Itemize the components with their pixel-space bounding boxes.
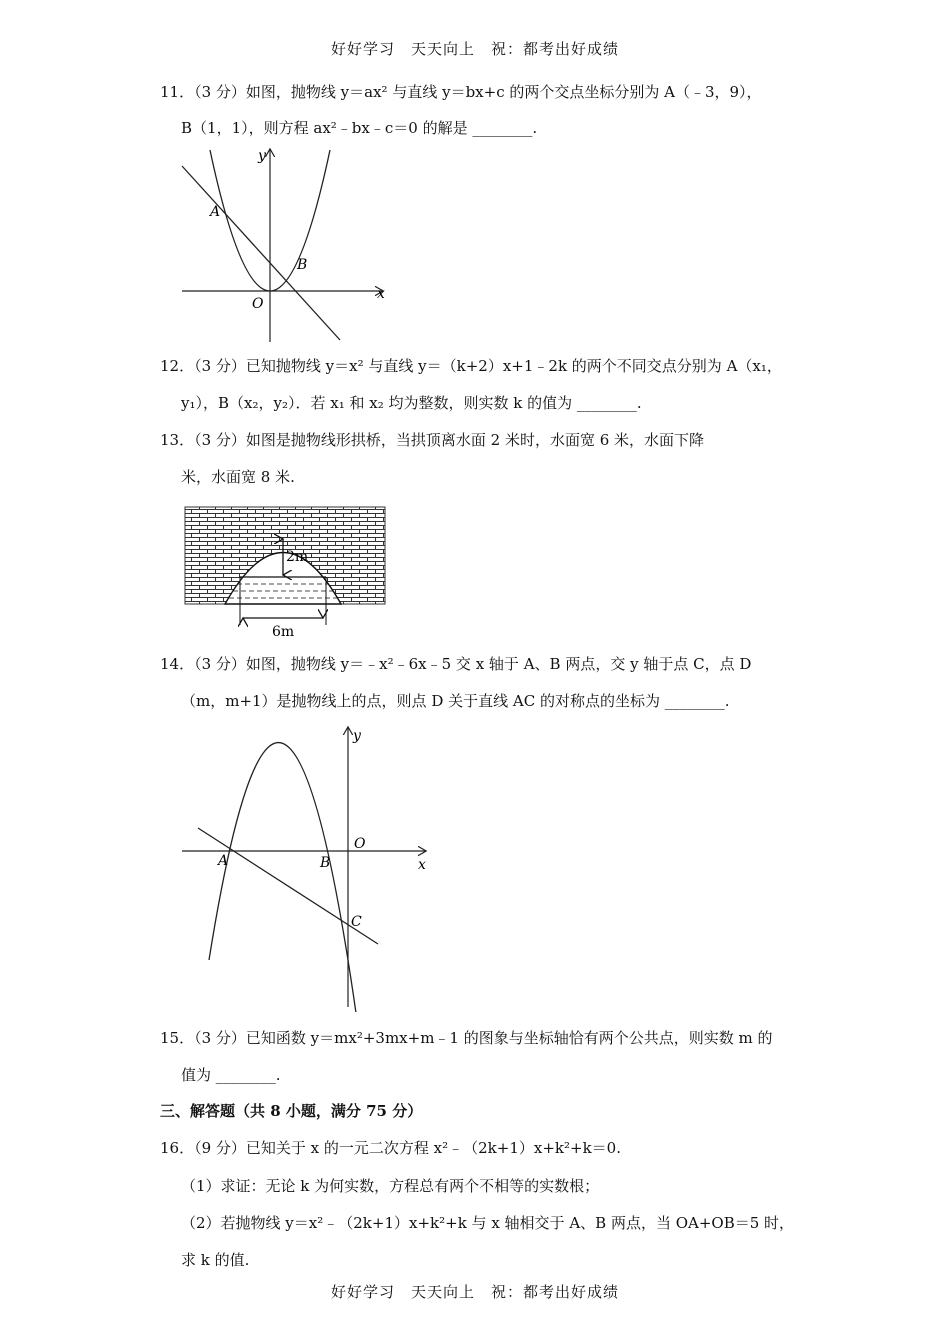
q16-part1: （1）求证：无论 k 为何实数，方程总有两个不相等的实数根； xyxy=(181,1177,600,1195)
q15-line1: 15．（3 分）已知函数 y＝mx²+3mx+m﹣1 的图象与坐标轴恰有两个公共点，则实数 m 的 xyxy=(160,1029,773,1047)
q11-x-label: x xyxy=(377,286,385,302)
q14-parabola xyxy=(209,743,357,1012)
q11-figure xyxy=(170,140,395,345)
q11-line1: 11．（3 分）如图，抛物线 y＝ax² 与直线 y＝bx+c 的两个交点坐标分别为 A（﹣3，9）， xyxy=(160,83,762,101)
section-3-title: 三、解答题（共 8 小题，满分 75 分） xyxy=(160,1102,423,1120)
page-header: 好好学习 天天向上 祝：都考出好成绩 xyxy=(330,40,619,58)
q13-width-label: 6m xyxy=(272,624,295,640)
q14-x-label: x xyxy=(418,857,426,873)
q11-origin-label: O xyxy=(252,296,264,312)
q14-point-c-label: C xyxy=(351,914,362,930)
q16-part2: （2）若抛物线 y＝x²﹣（2k+1）x+k²+k 与 x 轴相交于 A、B 两点，当 OA+OB＝5 时， xyxy=(181,1214,795,1232)
q11-line2: B（1，1），则方程 ax²﹣bx﹣c＝0 的解是 ________. xyxy=(181,119,538,137)
q14-point-b-label: B xyxy=(320,855,331,871)
q13-bridge-figure xyxy=(183,505,388,640)
q14-point-a-label: A xyxy=(218,853,229,869)
q11-point-b-label: B xyxy=(297,257,308,273)
q14-figure xyxy=(175,720,440,1012)
q13-height-label: 2m xyxy=(286,549,309,565)
q11-line xyxy=(182,166,340,340)
q12-line2: y₁），B（x₂，y₂）．若 x₁ 和 x₂ 均为整数，则实数 k 的值为 ________. xyxy=(181,394,642,412)
q14-origin-label: O xyxy=(354,836,366,852)
q11-point-a-label: A xyxy=(210,204,221,220)
page-footer: 好好学习 天天向上 祝：都考出好成绩 xyxy=(330,1283,619,1301)
q12-line1: 12．（3 分）已知抛物线 y＝x² 与直线 y＝（k+2）x+1﹣2k 的两个不同交点分别为 A（x₁， xyxy=(160,357,782,375)
q14-y-label: y xyxy=(353,728,361,744)
q16-part2-cont: 求 k 的值. xyxy=(181,1251,250,1269)
q16-line1: 16．（9 分）已知关于 x 的一元二次方程 x²﹣（2k+1）x+k²+k＝0. xyxy=(160,1139,621,1157)
q13-line1: 13．（3 分）如图是抛物线形拱桥，当拱顶离水面 2 米时，水面宽 6 米，水面下降 xyxy=(160,431,705,449)
q15-line2: 值为 ________. xyxy=(181,1066,281,1084)
q11-y-label: y xyxy=(258,148,266,164)
q14-line2: （m，m+1）是抛物线上的点，则点 D 关于直线 AC 的对称点的坐标为 ________. xyxy=(181,692,730,710)
q14-line1: 14．（3 分）如图，抛物线 y＝﹣x²﹣6x﹣5 交 x 轴于 A、B 两点，交 y 轴于点 C，点 D xyxy=(160,655,752,673)
q13-line2: 米，水面宽 8 米. xyxy=(181,468,295,486)
